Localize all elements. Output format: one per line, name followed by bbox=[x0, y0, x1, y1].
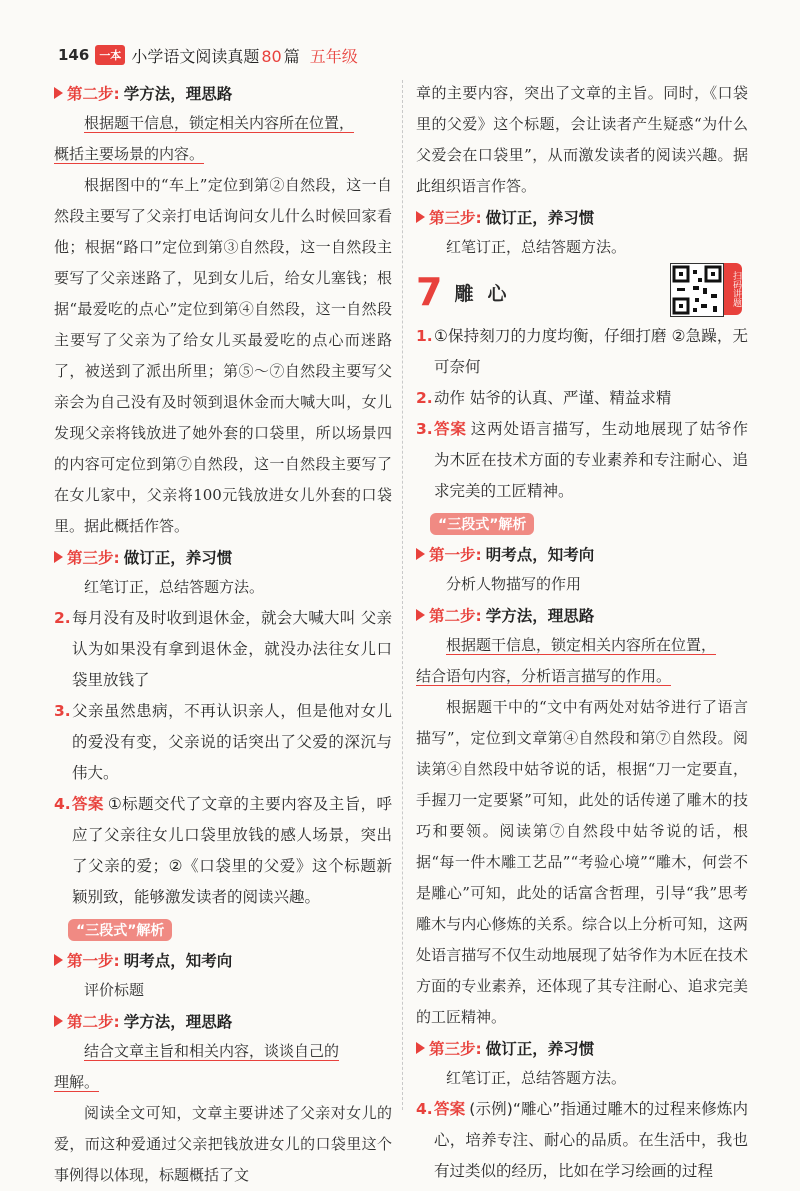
analysis-text: 章的主要内容，突出了文章的主旨。同时，《口袋里的父爱》这个标题，会让读者产生疑惑“为什么父爱会在口袋里”，从而激发读者的阅读兴趣。据此组织语言作答。 bbox=[416, 84, 748, 195]
method-text: 结合文章主旨和相关内容，谈谈自己的 理解。 bbox=[54, 1042, 340, 1091]
analysis-badge: “三段式”解析 bbox=[68, 919, 172, 941]
step-body: 红笔订正，总结答题方法。 bbox=[446, 238, 627, 256]
step-heading: 第三步: 做订正，养习惯 bbox=[416, 1033, 748, 1063]
step-heading: 第二步: 学方法，理思路 bbox=[54, 78, 392, 108]
qr-code-icon[interactable] bbox=[670, 263, 724, 317]
step-body: 红笔订正，总结答题方法。 bbox=[446, 1069, 627, 1087]
step-heading: 第一步: 明考点，知考向 bbox=[54, 945, 392, 975]
triangle-icon bbox=[416, 548, 425, 560]
section-title: 雕心 bbox=[454, 282, 521, 305]
step-body: 评价标题 bbox=[84, 981, 145, 999]
step-body: 分析人物描写的作用 bbox=[446, 575, 582, 593]
analysis-text: 阅读全文可知，文章主要讲述了父亲对女儿的爱，而这种爱通过父亲把钱放进女儿的口袋里这个事例得以体现，标题概括了文 bbox=[54, 1104, 392, 1184]
step-heading: 第三步: 做订正，养习惯 bbox=[54, 542, 392, 572]
answer-item: 2. 动作 姑爷的认真、严谨、精益求精 bbox=[416, 389, 672, 407]
answer-item: 2. 每月没有及时收到退休金，就会大喊大叫 父亲认为如果没有拿到退休金，就没办法往女儿口袋里放钱了 bbox=[54, 609, 392, 689]
method-text: 根据题干信息，锁定相关内容所在位置， 结合语句内容，分析语言描写的作用。 bbox=[416, 636, 717, 685]
section-number: 7 bbox=[416, 270, 443, 314]
triangle-icon bbox=[416, 1042, 425, 1054]
triangle-icon bbox=[54, 1015, 63, 1027]
qr-label: 扫码讲题 bbox=[724, 263, 742, 315]
step-heading: 第三步: 做订正，养习惯 bbox=[416, 202, 748, 232]
column-divider bbox=[402, 80, 403, 1110]
triangle-icon bbox=[54, 551, 63, 563]
method-text: 根据题干信息，锁定相关内容所在位置， 概括主要场景的内容。 bbox=[54, 114, 355, 163]
triangle-icon bbox=[54, 954, 63, 966]
right-column bbox=[416, 78, 748, 1187]
answer-item: 3. 父亲虽然患病，不再认识亲人，但是他对女儿的爱没有变，父亲说的话突出了父爱的深沉与伟大。 bbox=[54, 702, 392, 782]
answer-item: 4. 答案 (示例)“雕心”指通过雕木的过程来修炼内心，培养专注、耐心的品质。在生活中，我也有过类似的经历，比如在学习绘画的过程 bbox=[416, 1100, 748, 1180]
answer-item: 4. 答案 ①标题交代了文章的主要内容及主旨，呼应了父亲往女儿口袋里放钱的感人场景，突出了父亲的爱；②《口袋里的父爱》这个标题新颖别致，能够激发读者的阅读兴趣。 bbox=[54, 795, 392, 906]
left-column bbox=[54, 78, 392, 1191]
answer-item: 3. 答案 这两处语言描写，生动地展现了姑爷作为木匠在技术方面的专业素养和专注耐心、追求完美的工匠精神。 bbox=[416, 420, 748, 500]
triangle-icon bbox=[416, 609, 425, 621]
answer-item: 1. ①保持刻刀的力度均衡，仔细打磨 ②急躁，无可奈何 bbox=[416, 327, 748, 376]
step-heading: 第二步: 学方法，理思路 bbox=[54, 1006, 392, 1036]
grade-label: 五年级 bbox=[309, 46, 358, 66]
step-heading: 第二步: 学方法，理思路 bbox=[416, 600, 748, 630]
analysis-text: 根据题干中的“文中有两处对姑爷进行了语言描写”，定位到文章第④自然段和第⑦自然段。阅读第④自然段中姑爷说的话，根据“刀一定要直，手握刀一定要紧”可知，此处的话传递了雕木的技巧和要领。阅读第⑦自然段中姑爷说的话，根据“每一件木雕工艺品”“考验心境”“雕木，何尝不是雕心”可知，此处的话富含哲理，引导“我”思考雕木与内心修炼的关系。综合以上分析可知，这两处语言描写不仅生动地展现了姑爷作为木匠在技术方面的专业素养，还体现了其专注耐心、追求完美的工匠精神。 bbox=[416, 698, 748, 1026]
step-body: 红笔订正，总结答题方法。 bbox=[84, 578, 265, 596]
step-heading: 第一步: 明考点，知考向 bbox=[416, 539, 748, 569]
analysis-text: 根据图中的“车上”定位到第②自然段，这一自然段主要写了父亲打电话询问女儿什么时候回家看他；根据“路口”定位到第③自然段，这一自然段主要写了父亲迷路了，见到女儿后，给女儿塞钱；根据“最爱吃的点心”定位到第④自然段，这一自然段主要写了父亲为了给女儿买最爱吃的点心而迷路了，被送到了派出所里；第⑤～⑦自然段主要写父亲会为自己没有及时领到退休金而大喊大叫，女儿发现父亲将钱放进了她外套的口袋里，所以场景四的内容可定位到第⑦自然段，这一自然段主要写了在女儿家中，父亲将100元钱放进女儿外套的口袋里。据此概括作答。 bbox=[54, 176, 392, 535]
brand-logo: 一本 bbox=[95, 45, 125, 65]
book-title: 小学语文阅读真题 80 篇 bbox=[131, 46, 300, 66]
section-header bbox=[416, 263, 748, 321]
page-number: 146 bbox=[58, 46, 90, 64]
analysis-badge: “三段式”解析 bbox=[430, 513, 534, 535]
triangle-icon bbox=[416, 211, 425, 223]
triangle-icon bbox=[54, 87, 63, 99]
page-header bbox=[58, 40, 358, 70]
